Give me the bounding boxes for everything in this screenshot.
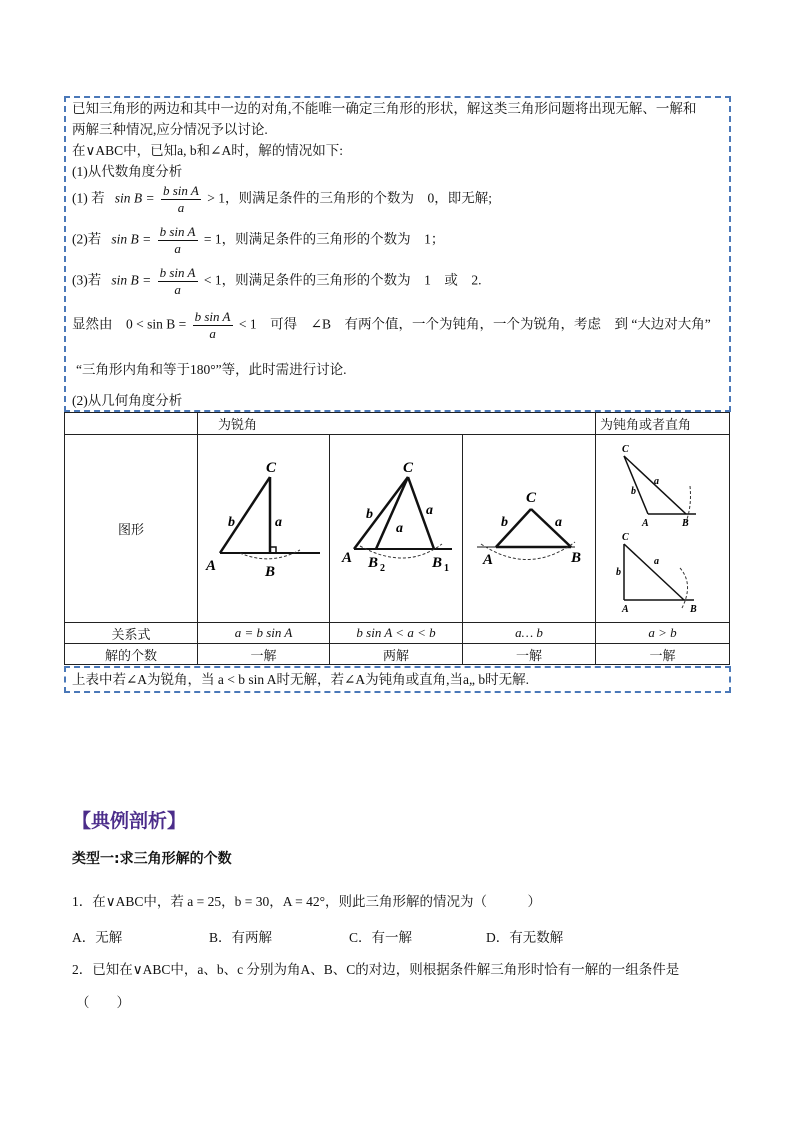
type-title: 类型一:求三角形解的个数 bbox=[72, 851, 232, 867]
intro-obs: “三角形内角和等于180°”等，此时需进行讨论. bbox=[76, 362, 347, 377]
case-1: (1) 若 sin B = $\frac{\text{b sin A}}{a}$ > 1，则满足条件的三角形的个数为 0，即无解; bbox=[72, 183, 493, 215]
intro-line-3: 在∨ABC中，已知a, b和∠A时，解的情况如下: bbox=[72, 143, 343, 158]
count-3: 一解 bbox=[463, 644, 596, 665]
intro-line-4: (1)从代数角度分析 bbox=[72, 164, 183, 179]
count-label: 解的个数 bbox=[65, 644, 198, 665]
svg-text:C: C bbox=[266, 459, 277, 476]
svg-text:a: a bbox=[275, 514, 283, 530]
question-2: 2．已知在∨ABC中，a、b、c 分别为角A、B、C的对边，则根据条件解三角形时恰有一解的一组条件是 bbox=[72, 962, 680, 977]
case-2: (2)若 sin B = $\frac{\text{b sin A}}{a}$ = 1，则满足条件的三角形的个数为 1； bbox=[72, 224, 445, 256]
svg-text:A: A bbox=[483, 551, 494, 568]
q1-option-d: D．有无数解 bbox=[486, 930, 564, 945]
figure-label: 图形 bbox=[65, 435, 198, 623]
svg-text:A: A bbox=[342, 549, 353, 566]
svg-text:a: a bbox=[555, 514, 562, 530]
figure-cell-1 bbox=[198, 435, 330, 623]
triangle-figure-4 bbox=[596, 436, 728, 622]
svg-text:1: 1 bbox=[444, 562, 450, 574]
svg-text:C: C bbox=[621, 443, 629, 455]
count-2: 两解 bbox=[330, 644, 463, 665]
svg-text:b: b bbox=[615, 566, 621, 578]
svg-text:A: A bbox=[206, 557, 217, 574]
svg-text:B: B bbox=[689, 603, 697, 615]
triangle-figure-3 bbox=[463, 436, 594, 622]
case-4: 显然由 0 < sin B = $\frac{\text{b sin A}}{a}$ < 1 可得 ∠B 有两个值，一个为钝角，一个为锐角，考虑 到 “大边对大角” bbox=[72, 309, 711, 341]
svg-text:b: b bbox=[630, 485, 636, 497]
case-3: (3)若 sin B = $\frac{\text{b sin A}}{a}$ < 1，则满足条件的三角形的个数为 1 或 2. bbox=[72, 265, 482, 297]
count-4: 一解 bbox=[595, 644, 729, 665]
svg-text:a: a bbox=[653, 475, 659, 487]
question-1: 1．在∨ABC中，若 a = 25，b = 30，A = 42°，则此三角形解的情况为（ ） bbox=[72, 894, 541, 909]
svg-text:b: b bbox=[366, 506, 374, 522]
svg-text:B: B bbox=[432, 554, 443, 571]
svg-text:A: A bbox=[621, 603, 629, 615]
svg-text:C: C bbox=[621, 531, 629, 543]
relation-1: a = b sin A bbox=[198, 623, 330, 644]
q1-option-c: C．有一解 bbox=[349, 930, 413, 945]
svg-text:2: 2 bbox=[380, 562, 386, 574]
note-text: 上表中若∠A为锐角，当 a < b sin A时无解，若∠A为钝角或直角,当a„ b时无解. bbox=[72, 672, 529, 687]
figure-cell-2 bbox=[330, 435, 463, 623]
svg-text:B: B bbox=[265, 563, 276, 580]
question-2-paren: （ ） bbox=[76, 995, 130, 1010]
relation-2: b sin A < a < b bbox=[330, 623, 463, 644]
svg-text:b: b bbox=[228, 514, 236, 530]
svg-text:B: B bbox=[681, 517, 689, 529]
triangle-figure-2 bbox=[330, 436, 461, 622]
obtuse-header: 为钝角或者直角 bbox=[595, 413, 729, 435]
table-corner bbox=[65, 413, 198, 435]
q1-option-a: A．无解 bbox=[72, 930, 123, 945]
acute-header: 为锐角 bbox=[198, 413, 596, 435]
count-1: 一解 bbox=[198, 644, 330, 665]
relation-label: 关系式 bbox=[65, 623, 198, 644]
relation-3: a… b bbox=[463, 623, 596, 644]
intro-line-2: 两解三种情况,应分情况予以讨论. bbox=[72, 122, 268, 137]
svg-text:a: a bbox=[653, 555, 659, 567]
svg-text:B: B bbox=[571, 549, 582, 566]
relation-4: a > b bbox=[595, 623, 729, 644]
intro-geo: (2)从几何角度分析 bbox=[72, 393, 183, 408]
figure-cell-3 bbox=[463, 435, 596, 623]
triangle-figure-1 bbox=[198, 436, 328, 622]
svg-text:b: b bbox=[501, 514, 508, 530]
intro-line-1: 已知三角形的两边和其中一边的对角,不能唯一确定三角形的形状，解这类三角形问题将出现无解、一解和 bbox=[72, 101, 697, 116]
svg-text:a: a bbox=[396, 520, 404, 536]
q1-option-b: B．有两解 bbox=[209, 930, 273, 945]
svg-text:B: B bbox=[368, 554, 379, 571]
svg-text:A: A bbox=[641, 517, 649, 529]
solution-table bbox=[64, 412, 730, 665]
svg-text:C: C bbox=[403, 459, 414, 476]
svg-text:a: a bbox=[426, 502, 434, 518]
figure-cell-4 bbox=[595, 435, 729, 623]
svg-text:C: C bbox=[526, 489, 537, 506]
section-title: 【典例剖析】 bbox=[72, 810, 187, 832]
